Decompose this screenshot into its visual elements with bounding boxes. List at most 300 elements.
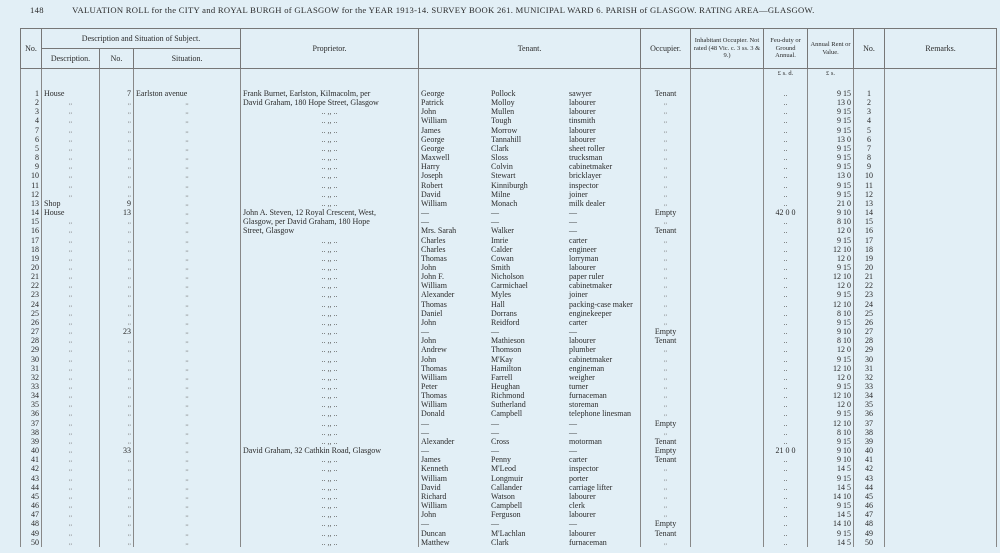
description-text: ,, — [68, 447, 73, 455]
tenant — [419, 474, 641, 483]
proprietor-text: Street, Glasgow — [243, 226, 295, 236]
feu-duty — [764, 226, 808, 235]
description-text: House — [44, 208, 65, 218]
tenant-surname: — — [491, 446, 500, 456]
row-number-right — [854, 226, 885, 235]
row-number-text: 29 — [31, 345, 39, 355]
annual-rent — [808, 162, 854, 171]
proprietor — [241, 245, 419, 254]
row-number-right-text: 4 — [867, 116, 872, 126]
row-number-right-text: 36 — [865, 409, 874, 419]
table-row — [21, 181, 997, 190]
street-number-text: ,, — [127, 99, 131, 107]
occupier — [641, 318, 691, 327]
remarks — [885, 373, 997, 382]
tenant — [419, 483, 641, 492]
feu-duty — [764, 355, 808, 364]
situation — [134, 538, 241, 547]
street-number — [100, 529, 134, 538]
tenant-surname: Sloss — [491, 153, 508, 163]
street-number-text: ,, — [127, 291, 131, 299]
proprietor-text: David Graham, 180 Hope Street, Glasgow — [243, 98, 379, 108]
description-text: ,, — [68, 263, 73, 271]
street-number-text: ,, — [127, 190, 131, 198]
tenant-surname: Stewart — [491, 171, 516, 181]
annual-rent-text: 12 0 — [837, 345, 852, 355]
inhabitant-occupier — [691, 208, 764, 217]
row-number-right — [854, 98, 885, 107]
description — [42, 538, 100, 547]
street-number — [100, 474, 134, 483]
remarks — [885, 355, 997, 364]
inhabitant-occupier — [691, 538, 764, 547]
remarks — [885, 364, 997, 373]
street-number — [100, 126, 134, 135]
description-text: ,, — [68, 538, 73, 546]
annual-rent — [808, 281, 854, 290]
situation — [134, 171, 241, 180]
col-remarks: Remarks. — [885, 29, 997, 69]
feu-duty — [764, 409, 808, 418]
feu-duty — [764, 419, 808, 428]
street-number — [100, 290, 134, 299]
proprietor-text: .. ,, .. — [321, 491, 338, 501]
remarks — [885, 474, 997, 483]
description — [42, 419, 100, 428]
remarks — [885, 519, 997, 528]
description — [42, 162, 100, 171]
street-number-text: ,, — [127, 218, 131, 226]
tenant-first-name: Joseph — [421, 171, 443, 181]
annual-rent-text: 14 5 — [837, 510, 852, 520]
occupier-text: ,, — [663, 483, 668, 491]
tenant-first-name: William — [421, 400, 447, 410]
occupier-text: ,, — [663, 172, 668, 180]
tenant-first-name: Harry — [421, 162, 440, 172]
feu-duty — [764, 79, 808, 98]
occupier — [641, 236, 691, 245]
situation — [134, 382, 241, 391]
annual-rent-text: 9 15 — [837, 354, 852, 364]
row-number-right-text: 5 — [867, 125, 872, 135]
occupier-text: ,, — [663, 318, 668, 326]
tenant-first-name: Donald — [421, 409, 445, 419]
remarks — [885, 409, 997, 418]
proprietor — [241, 391, 419, 400]
proprietor-text: .. ,, .. — [321, 125, 338, 135]
annual-rent-text: 9 15 — [837, 528, 852, 538]
proprietor-text: .. ,, .. — [321, 464, 338, 474]
row-number — [21, 245, 42, 254]
annual-rent — [808, 400, 854, 409]
annual-rent — [808, 510, 854, 519]
feu-duty — [764, 336, 808, 345]
table-row — [21, 428, 997, 437]
page-header — [30, 5, 815, 15]
proprietor-text: David Graham, 32 Cathkin Road, Glasgow — [243, 446, 382, 456]
description — [42, 455, 100, 464]
street-number-text: ,, — [127, 392, 131, 400]
situation — [134, 409, 241, 418]
proprietor-text: .. ,, .. — [321, 299, 338, 309]
row-number-right — [854, 300, 885, 309]
street-number — [100, 236, 134, 245]
situation-text: ,, — [185, 263, 189, 271]
street-number-text: ,, — [127, 273, 131, 281]
tenant — [419, 309, 641, 318]
annual-rent — [808, 538, 854, 547]
annual-rent-text: 9 15 — [837, 107, 852, 117]
occupier-text: ,, — [663, 126, 668, 134]
tenant-surname: Mullen — [491, 107, 515, 117]
row-number-right — [854, 126, 885, 135]
tenant-first-name: William — [421, 501, 447, 511]
description — [42, 501, 100, 510]
tenant-surname: Smith — [491, 262, 511, 272]
tenant-occupation: furnaceman — [569, 391, 607, 401]
proprietor — [241, 217, 419, 226]
row-number-right-text: 50 — [865, 537, 874, 547]
row-number-right — [854, 419, 885, 428]
annual-rent — [808, 428, 854, 437]
occupier-text: ,, — [663, 282, 668, 290]
tenant-occupation: lorryman — [569, 253, 599, 263]
remarks — [885, 162, 997, 171]
tenant-occupation: labourer — [569, 336, 596, 346]
feu-duty — [764, 437, 808, 446]
annual-rent — [808, 437, 854, 446]
row-number — [21, 391, 42, 400]
situation-text: ,, — [185, 437, 189, 445]
tenant — [419, 336, 641, 345]
tenant — [419, 116, 641, 125]
feu-duty-text: .. — [783, 180, 788, 190]
street-number-text: 9 — [127, 198, 131, 208]
tenant-occupation: carriage lifter — [569, 482, 613, 492]
street-number — [100, 382, 134, 391]
row-number — [21, 538, 42, 547]
street-number-text: ,, — [127, 236, 131, 244]
annual-rent — [808, 300, 854, 309]
proprietor-text: .. ,, .. — [321, 180, 338, 190]
situation-text: ,, — [185, 483, 189, 491]
proprietor — [241, 181, 419, 190]
tenant — [419, 144, 641, 153]
street-number — [100, 364, 134, 373]
annual-rent-text: 9 15 — [837, 162, 852, 172]
remarks — [885, 336, 997, 345]
street-number-text: ,, — [127, 117, 131, 125]
tenant-surname: Kinniburgh — [491, 180, 528, 190]
description — [42, 236, 100, 245]
proprietor — [241, 437, 419, 446]
proprietor-text: .. ,, .. — [321, 107, 338, 117]
street-number — [100, 455, 134, 464]
feu-duty — [764, 345, 808, 354]
feu-duty-text: .. — [783, 281, 788, 291]
inhabitant-occupier — [691, 98, 764, 107]
tenant — [419, 400, 641, 409]
street-number — [100, 116, 134, 125]
street-number — [100, 190, 134, 199]
street-number-text: ,, — [127, 126, 131, 134]
row-number-text: 12 — [31, 189, 39, 199]
feu-duty-text: .. — [783, 336, 788, 346]
row-number-right-text: 24 — [865, 299, 874, 309]
annual-rent — [808, 483, 854, 492]
proprietor — [241, 428, 419, 437]
row-number-right-text: 20 — [865, 262, 874, 272]
row-number-text: 50 — [31, 537, 39, 547]
row-number-right-text: 21 — [865, 272, 874, 282]
row-number-right-text: 8 — [867, 153, 872, 163]
remarks — [885, 144, 997, 153]
occupier-text: ,, — [663, 410, 668, 418]
street-number — [100, 400, 134, 409]
proprietor-text: .. ,, .. — [321, 281, 338, 291]
description — [42, 437, 100, 446]
tenant-occupation: joiner — [569, 189, 588, 199]
proprietor — [241, 501, 419, 510]
tenant-surname: M'Leod — [491, 464, 517, 474]
table-row — [21, 126, 997, 135]
row-number-right-text: 42 — [865, 464, 874, 474]
tenant-first-name: John — [421, 317, 437, 327]
tenant — [419, 428, 641, 437]
proprietor-text: .. ,, .. — [321, 436, 338, 446]
row-number-right — [854, 135, 885, 144]
street-number — [100, 345, 134, 354]
remarks — [885, 116, 997, 125]
tenant-first-name: Thomas — [421, 363, 447, 373]
situation — [134, 107, 241, 116]
feu-duty-text: .. — [783, 98, 788, 108]
situation-text: ,, — [185, 346, 189, 354]
tenant-surname: Ferguson — [491, 510, 521, 520]
tenant-occupation: labourer — [569, 528, 596, 538]
situation — [134, 464, 241, 473]
situation — [134, 116, 241, 125]
annual-rent-text: 12 10 — [833, 244, 852, 254]
row-number-right-text: 43 — [865, 473, 874, 483]
table-row — [21, 382, 997, 391]
tenant-first-name: John — [421, 336, 437, 346]
proprietor — [241, 162, 419, 171]
inhabitant-occupier — [691, 327, 764, 336]
occupier-text: ,, — [663, 199, 668, 207]
table-row — [21, 419, 997, 428]
description — [42, 400, 100, 409]
street-number — [100, 391, 134, 400]
feu-duty — [764, 464, 808, 473]
annual-rent-text: 14 5 — [837, 464, 852, 474]
tenant-surname: Imrie — [491, 235, 509, 245]
annual-rent-text: 9 15 — [837, 409, 852, 419]
feu-duty — [764, 474, 808, 483]
annual-rent-text: 9 10 — [837, 327, 852, 337]
inhabitant-occupier — [691, 272, 764, 281]
rent-units: £ s. — [808, 69, 854, 80]
proprietor — [241, 510, 419, 519]
street-number-text: ,, — [127, 172, 131, 180]
tenant-surname: — — [491, 208, 500, 218]
row-number-text: 24 — [31, 299, 39, 309]
feu-duty-text: .. — [783, 519, 788, 529]
tenant-occupation: labourer — [569, 98, 596, 108]
row-number-text: 8 — [35, 153, 39, 163]
tenant-first-name: Patrick — [421, 98, 444, 108]
occupier — [641, 474, 691, 483]
inhabitant-occupier — [691, 364, 764, 373]
table-row — [21, 236, 997, 245]
remarks — [885, 135, 997, 144]
situation-text: ,, — [185, 538, 189, 546]
feu-duty — [764, 501, 808, 510]
annual-rent — [808, 153, 854, 162]
tenant — [419, 446, 641, 455]
col-no-right: No. — [854, 29, 885, 69]
row-number-text: 13 — [31, 198, 39, 208]
tenant-first-name: William — [421, 116, 447, 126]
occupier-text: ,, — [663, 392, 668, 400]
situation-text: ,, — [185, 328, 189, 336]
description — [42, 153, 100, 162]
tenant-first-name: Daniel — [421, 308, 443, 318]
row-number-text: 21 — [31, 272, 39, 282]
annual-rent — [808, 373, 854, 382]
tenant — [419, 327, 641, 336]
situation-text: ,, — [185, 492, 189, 500]
proprietor-text: .. ,, .. — [321, 235, 338, 245]
row-number-right-text: 27 — [865, 327, 874, 337]
situation-text: ,, — [185, 419, 189, 427]
description-text: ,, — [68, 474, 73, 482]
situation — [134, 373, 241, 382]
feu-duty — [764, 236, 808, 245]
street-number — [100, 226, 134, 235]
proprietor-text: .. ,, .. — [321, 482, 338, 492]
row-number — [21, 483, 42, 492]
row-number — [21, 126, 42, 135]
row-number-right-text: 29 — [865, 345, 874, 355]
feu-duty — [764, 107, 808, 116]
tenant-surname: Farrell — [491, 372, 513, 382]
occupier — [641, 153, 691, 162]
tenant-first-name: — — [421, 418, 430, 428]
tenant-surname: Pollock — [491, 89, 516, 98]
tenant-occupation: — — [569, 208, 578, 218]
remarks — [885, 254, 997, 263]
remarks — [885, 529, 997, 538]
row-number-text: 37 — [31, 418, 39, 428]
row-number-text: 18 — [31, 244, 39, 254]
feu-duty-text: .. — [783, 317, 788, 327]
remarks — [885, 437, 997, 446]
occupier-text: ,, — [663, 492, 668, 500]
row-number-right-text: 9 — [867, 162, 872, 172]
annual-rent — [808, 419, 854, 428]
table-row — [21, 153, 997, 162]
feu-duty-text: 21 0 0 — [775, 446, 796, 456]
tenant — [419, 373, 641, 382]
feu-duty — [764, 281, 808, 290]
situation — [134, 474, 241, 483]
tenant-occupation: carter — [569, 455, 588, 465]
feu-duty — [764, 98, 808, 107]
situation — [134, 162, 241, 171]
feu-duty-text: .. — [783, 244, 788, 254]
row-number — [21, 226, 42, 235]
row-number-right — [854, 529, 885, 538]
occupier — [641, 428, 691, 437]
col-description: Description. — [42, 49, 100, 69]
occupier-text: ,, — [663, 401, 668, 409]
feu-duty — [764, 126, 808, 135]
situation-text: ,, — [185, 245, 189, 253]
row-number-right-text: 12 — [865, 189, 874, 199]
tenant-first-name: William — [421, 372, 447, 382]
occupier — [641, 355, 691, 364]
description-text: ,, — [68, 364, 73, 372]
row-number-text: 14 — [31, 208, 39, 218]
annual-rent — [808, 336, 854, 345]
situation — [134, 263, 241, 272]
tenant-surname: Campbell — [491, 409, 523, 419]
tenant-occupation: sawyer — [569, 89, 592, 98]
inhabitant-occupier — [691, 355, 764, 364]
feu-duty — [764, 199, 808, 208]
row-number — [21, 116, 42, 125]
occupier — [641, 272, 691, 281]
tenant-occupation: trucksman — [569, 153, 603, 163]
col-feu-duty: Feu-duty or Ground Annual. — [764, 29, 808, 69]
situation — [134, 327, 241, 336]
description-text: House — [44, 89, 65, 98]
row-number-right-text: 46 — [865, 501, 874, 511]
row-number-right-text: 32 — [865, 372, 874, 382]
inhabitant-occupier — [691, 336, 764, 345]
description — [42, 529, 100, 538]
description — [42, 98, 100, 107]
proprietor — [241, 382, 419, 391]
row-number-right-text: 6 — [867, 134, 872, 144]
situation — [134, 501, 241, 510]
annual-rent — [808, 217, 854, 226]
tenant-surname: Morrow — [491, 125, 518, 135]
inhabitant-occupier — [691, 135, 764, 144]
street-number-text: ,, — [127, 364, 131, 372]
roll-title: VALUATION ROLL for the CITY and ROYAL BURGH of GLASGOW for the YEAR 1913-14. SURVEY BOOK 261. MUNICIPAL WARD 6. PARISH of GLASGOW. RATING AREA—GLASGOW. — [72, 5, 815, 15]
feu-duty — [764, 217, 808, 226]
feu-duty — [764, 290, 808, 299]
description-text: ,, — [68, 117, 73, 125]
row-number-text: 41 — [31, 455, 39, 465]
description-text: ,, — [68, 456, 73, 464]
feu-duty-text: .. — [783, 189, 788, 199]
feu-duty — [764, 455, 808, 464]
feu-duty-text: .. — [783, 171, 788, 181]
row-number — [21, 236, 42, 245]
tenant — [419, 519, 641, 528]
tenant-surname: — — [491, 418, 500, 428]
occupier-text: ,, — [663, 163, 668, 171]
street-number-text: ,, — [127, 474, 131, 482]
table-row — [21, 290, 997, 299]
row-number-right — [854, 208, 885, 217]
proprietor — [241, 419, 419, 428]
table-row — [21, 474, 997, 483]
description-text: ,, — [68, 392, 73, 400]
